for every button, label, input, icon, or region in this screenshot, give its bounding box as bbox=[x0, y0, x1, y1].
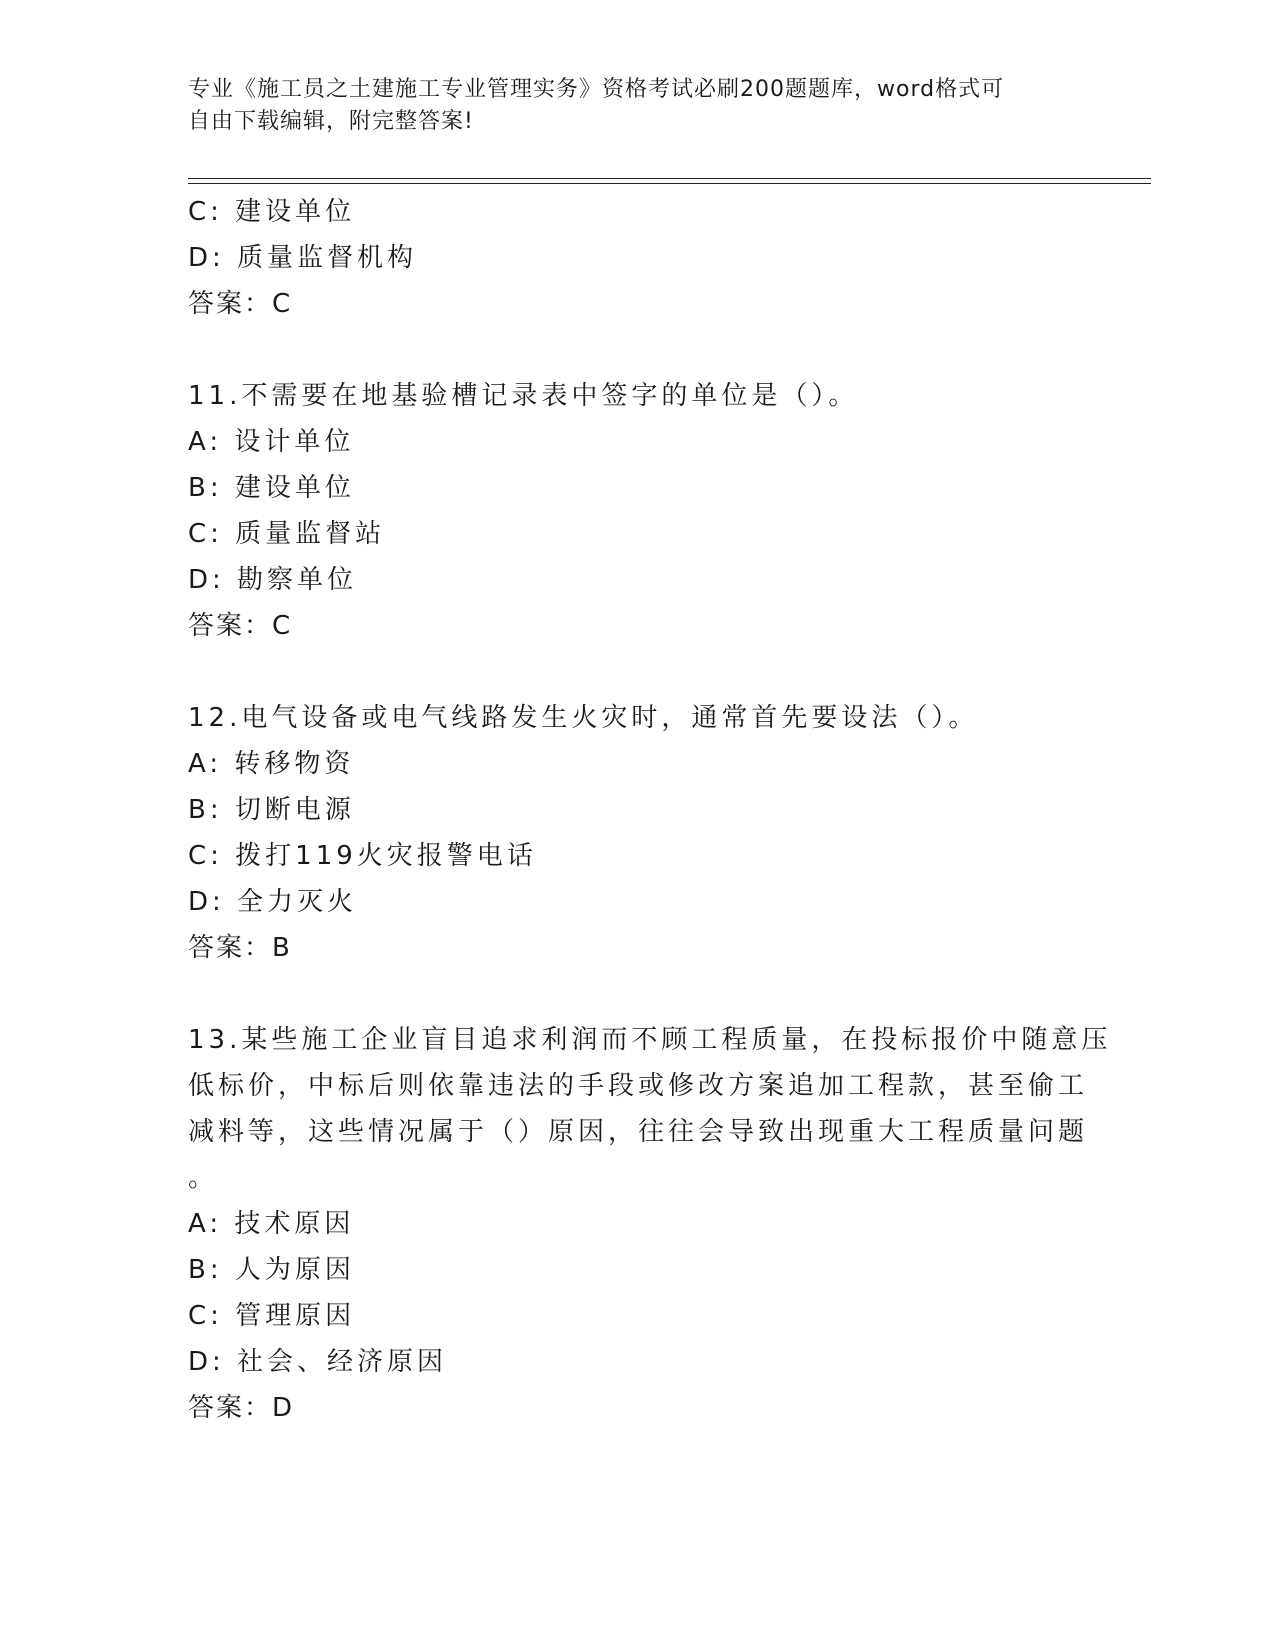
answer-line: 答案：C bbox=[188, 611, 293, 641]
option-c: C: 质量监督站 bbox=[188, 519, 386, 549]
option-d: D: 勘察单位 bbox=[188, 565, 358, 595]
option-a: A: 设计单位 bbox=[188, 427, 355, 457]
option-a: A: 技术原因 bbox=[188, 1209, 355, 1239]
header-line-1: 专业《施工员之土建施工专业管理实务》资格考试必刷200题题库，word格式可 bbox=[188, 77, 1005, 102]
question-stem-line-4: 。 bbox=[188, 1163, 219, 1193]
question-stem: 12.电气设备或电气线路发生火灾时，通常首先要设法（）。 bbox=[188, 703, 979, 733]
option-b: B: 建设单位 bbox=[188, 473, 355, 503]
spacer bbox=[188, 649, 1088, 695]
answer-line: 答案：D bbox=[188, 1393, 295, 1423]
question-stem-line-1: 13.某些施工企业盲目追求利润而不顾工程质量，在投标报价中随意压 bbox=[188, 1025, 1112, 1055]
question-stem-line-3: 减料等，这些情况属于（）原因，往往会导致出现重大工程质量问题 bbox=[188, 1117, 1089, 1147]
header-divider bbox=[188, 178, 1151, 184]
option-c: C: 管理原因 bbox=[188, 1301, 356, 1331]
option-d: D: 社会、经济原因 bbox=[188, 1347, 448, 1377]
header-line-2: 自由下载编辑，附完整答案! bbox=[188, 109, 474, 134]
spacer bbox=[188, 327, 1088, 373]
option-b: B: 切断电源 bbox=[188, 795, 355, 825]
option-a: A: 转移物资 bbox=[188, 749, 355, 779]
document-header bbox=[188, 74, 1088, 138]
question-12 bbox=[188, 695, 1088, 971]
option-b: B: 人为原因 bbox=[188, 1255, 355, 1285]
question-10-partial bbox=[188, 189, 1088, 327]
option-c: C: 建设单位 bbox=[188, 197, 356, 227]
question-stem: 11.不需要在地基验槽记录表中签字的单位是（）。 bbox=[188, 381, 859, 411]
option-d: D: 质量监督机构 bbox=[188, 243, 418, 273]
answer-line: 答案：B bbox=[188, 933, 292, 963]
option-c: C: 拨打119火灾报警电话 bbox=[188, 841, 537, 871]
question-stem-line-2: 低标价，中标后则依靠违法的手段或修改方案追加工程款，甚至偷工 bbox=[188, 1071, 1089, 1101]
option-d: D: 全力灭火 bbox=[188, 887, 358, 917]
question-content bbox=[188, 189, 1112, 1431]
question-11 bbox=[188, 373, 1088, 649]
question-13 bbox=[188, 1017, 1112, 1431]
spacer bbox=[188, 971, 1088, 1017]
answer-line: 答案：C bbox=[188, 289, 293, 319]
